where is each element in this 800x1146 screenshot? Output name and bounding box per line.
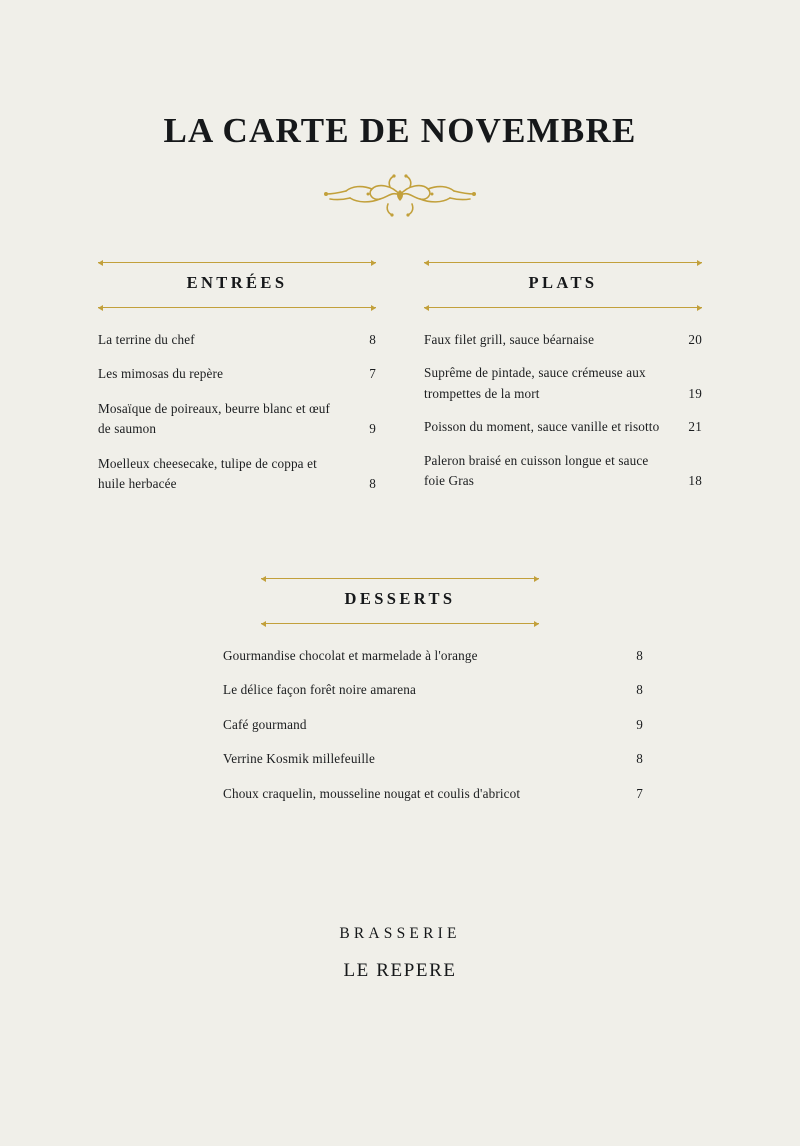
menu-item-name: Paleron braisé en cuisson longue et sauce foie Gras: [424, 452, 649, 489]
arrow-right-icon: [697, 260, 702, 266]
section-title-plats: PLATS: [528, 273, 598, 292]
menu-item-name: Verrine Kosmik millefeuille: [223, 751, 376, 767]
section-title-entrees: ENTRÉES: [186, 273, 288, 292]
menu-item: [223, 646, 643, 666]
menu-item-price: 8: [369, 332, 376, 347]
menu-item-name: Poisson du moment, sauce vanille et risotto: [424, 419, 660, 435]
arrow-left-icon: [98, 260, 103, 266]
section-desserts: [0, 578, 800, 818]
arrow-right-icon: [534, 576, 539, 582]
menu-item-price: 8: [636, 648, 643, 663]
menu-item-price: 9: [369, 421, 376, 437]
section-header-entrees: [98, 262, 376, 308]
menu-item: [424, 451, 702, 492]
arrow-right-icon: [371, 305, 376, 311]
arrow-right-icon: [697, 305, 702, 311]
menu-item-name: Les mimosas du repère: [98, 366, 224, 382]
menu-item: [98, 454, 376, 495]
menu-item-name: Café gourmand: [223, 716, 307, 732]
menu-item: [98, 399, 376, 440]
section-rule-top: [98, 262, 376, 263]
menu-item-price: 8: [369, 476, 376, 492]
arrow-left-icon: [261, 621, 266, 627]
menu-item-list-entrees: [98, 330, 376, 495]
section-rule-top: [261, 578, 539, 579]
menu-item-name: Suprême de pintade, sauce crémeuse aux trompettes de la mort: [424, 365, 646, 401]
menu-item-name: Mosaïque de poireaux, beurre blanc et œuf de saumon: [98, 400, 331, 437]
footer-restaurant-name: LE REPERE: [343, 960, 457, 981]
menu-item-list-desserts: [223, 646, 643, 804]
menu-item-price: 7: [636, 785, 643, 801]
menu-item-name: Faux filet grill, sauce béarnaise: [424, 332, 595, 347]
section-rule-bottom: [98, 307, 376, 308]
menu-item-price: 8: [636, 751, 643, 767]
menu-item-price: 18: [688, 473, 702, 489]
section-rule-bottom: [424, 307, 702, 308]
floral-divider-ornament: [280, 173, 520, 217]
menu-item-list-plats: [424, 330, 702, 492]
section-header-plats: [424, 262, 702, 308]
menu-item: [98, 330, 376, 350]
arrow-left-icon: [424, 260, 429, 266]
menu-item: [424, 330, 702, 350]
arrow-left-icon: [261, 576, 266, 582]
menu-item-price: 20: [688, 332, 702, 347]
menu-columns: [0, 262, 800, 509]
arrow-left-icon: [98, 305, 103, 311]
footer-brasserie-label: BRASSERIE: [339, 925, 461, 942]
menu-item: [98, 364, 376, 384]
menu-item-name: Gourmandise chocolat et marmelade à l'orange: [223, 648, 478, 663]
menu-item-price: 21: [688, 419, 702, 435]
footer: [0, 925, 800, 982]
section-plats: [424, 262, 702, 509]
menu-item-name: Le délice façon forêt noire amarena: [223, 682, 417, 698]
menu-item: [424, 417, 702, 437]
arrow-right-icon: [534, 621, 539, 627]
menu-item: [424, 363, 702, 404]
arrow-right-icon: [371, 260, 376, 266]
menu-item-price: 9: [636, 716, 643, 732]
menu-item: [223, 784, 643, 804]
section-entrees: [98, 262, 376, 509]
menu-item-price: 19: [688, 385, 702, 401]
menu-item: [223, 749, 643, 769]
menu-item-price: 8: [636, 682, 643, 698]
section-header-desserts: [261, 578, 539, 624]
menu-item: [223, 680, 643, 700]
section-rule-top: [424, 262, 702, 263]
menu-item-price: 7: [369, 366, 376, 382]
menu-item: [223, 715, 643, 735]
menu-item-name: La terrine du chef: [98, 332, 195, 347]
section-title-desserts: DESSERTS: [344, 589, 456, 608]
menu-item-name: Moelleux cheesecake, tulipe de coppa et huile herbacée: [98, 455, 317, 492]
menu-item-name: Choux craquelin, mousseline nougat et coulis d'abricot: [223, 785, 521, 801]
arrow-left-icon: [424, 305, 429, 311]
section-rule-bottom: [261, 623, 539, 624]
page-title: LA CARTE DE NOVEMBRE: [163, 111, 637, 150]
